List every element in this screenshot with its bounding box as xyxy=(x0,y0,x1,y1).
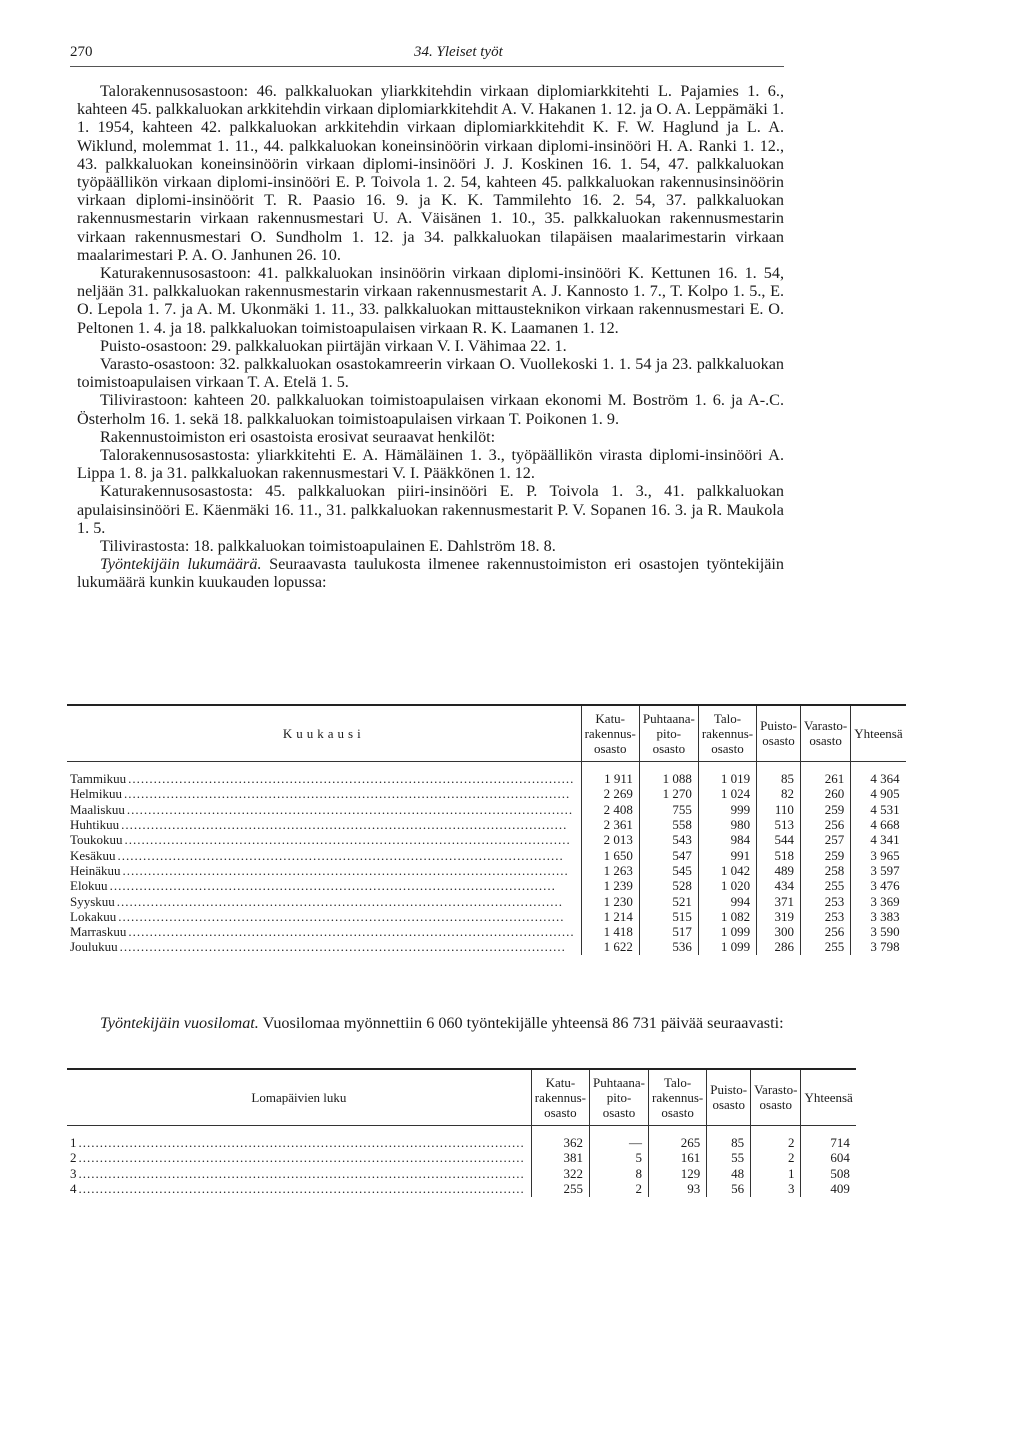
table-cell: 256 xyxy=(800,817,850,832)
paragraph: Talorakennusosastosta: yliarkkitehti E. A. Hämäläinen 1. 3., työpäällikön virasta diplomi-insinööri A. Lippa 1. 8. ja 31. palkkaluokan rakennusmestari V. I. Pääkkönen 1. 12. xyxy=(77,446,784,483)
table-row xyxy=(67,817,906,832)
row-label-text: Syyskuu xyxy=(70,893,115,909)
row-label xyxy=(67,1166,531,1181)
row-label xyxy=(67,833,581,848)
table-row xyxy=(67,909,906,924)
table-row xyxy=(67,1181,856,1196)
body-text xyxy=(77,82,784,592)
table-cell: 518 xyxy=(757,848,801,863)
table-cell: 256 xyxy=(800,924,850,939)
leader-dots xyxy=(123,864,575,878)
table-row xyxy=(67,940,906,955)
table-row xyxy=(67,894,906,909)
leader-dots xyxy=(79,1167,525,1181)
table-cell: 994 xyxy=(698,894,756,909)
leader-dots xyxy=(79,1136,525,1150)
table-cell: 93 xyxy=(649,1181,707,1196)
spacer-cell xyxy=(800,761,850,772)
table-cell: 980 xyxy=(698,817,756,832)
page-number: 270 xyxy=(70,44,93,60)
table-cell: 259 xyxy=(800,802,850,817)
leader-dots xyxy=(127,803,575,817)
col-header: Lomapäivien luku xyxy=(67,1069,531,1125)
table-cell: 1 024 xyxy=(698,787,756,802)
row-label xyxy=(67,787,581,802)
table-row xyxy=(67,863,906,878)
table-cell: 255 xyxy=(800,940,850,955)
leader-dots xyxy=(124,787,575,801)
table-cell: 1 650 xyxy=(581,848,639,863)
running-title: 34. Yleiset työt xyxy=(414,44,503,60)
table-row xyxy=(67,1166,856,1181)
spacer-cell xyxy=(698,761,756,772)
table-row xyxy=(67,879,906,894)
row-label-wrap xyxy=(70,787,575,801)
table-cell: 362 xyxy=(531,1136,589,1151)
table-row xyxy=(67,802,906,817)
col-header: Puhtaana- pito- osasto xyxy=(639,705,698,761)
table-row xyxy=(67,848,906,863)
table-cell: 1 911 xyxy=(581,772,639,787)
table-cell: 161 xyxy=(649,1151,707,1166)
holidays-paragraph xyxy=(77,1014,784,1032)
col-header: Talo- rakennus- osasto xyxy=(649,1069,707,1125)
header-rule xyxy=(70,66,784,67)
table-cell: 261 xyxy=(800,772,850,787)
table-row xyxy=(67,833,906,848)
spacer-cell xyxy=(531,1125,589,1136)
table-cell: 48 xyxy=(707,1166,751,1181)
table-cell: 4 668 xyxy=(851,817,906,832)
col-header: Katu- rakennus- osasto xyxy=(581,705,639,761)
table-cell: 1 622 xyxy=(581,940,639,955)
row-label-wrap xyxy=(70,849,575,863)
table-cell: 515 xyxy=(639,909,698,924)
holidays-lead: Työntekijäin vuosilomat. xyxy=(100,1014,259,1032)
workers-table xyxy=(67,704,906,955)
table-cell: 2 xyxy=(751,1136,801,1151)
row-label-text: Kesäkuu xyxy=(70,847,116,863)
table-cell: 984 xyxy=(698,833,756,848)
table-cell: 3 965 xyxy=(851,848,906,863)
table-cell: 3 369 xyxy=(851,894,906,909)
table-cell: 545 xyxy=(639,863,698,878)
spacer-cell xyxy=(707,1125,751,1136)
row-label xyxy=(67,909,581,924)
holidays-table-body xyxy=(67,1125,856,1197)
leader-dots xyxy=(79,1182,525,1196)
row-label-text: Toukokuu xyxy=(70,832,123,848)
table-cell: 56 xyxy=(707,1181,751,1196)
table-cell: 322 xyxy=(531,1166,589,1181)
row-label xyxy=(67,940,581,955)
row-label-wrap xyxy=(70,1167,525,1181)
table-cell: 489 xyxy=(757,863,801,878)
table-row xyxy=(67,772,906,787)
table-cell: 2 269 xyxy=(581,787,639,802)
table-cell: 434 xyxy=(757,879,801,894)
row-label-wrap xyxy=(70,879,575,893)
table-cell: 409 xyxy=(801,1181,856,1196)
spacer-cell xyxy=(67,761,581,772)
leader-dots xyxy=(118,910,574,924)
workers-table-body xyxy=(67,761,906,955)
paragraph: Varasto-osastoon: 32. palkkaluokan osastokamreerin virkaan O. Vuollekoski 1. 1. 54 ja 23. palkkaluokan toimistoapulaisen virkaan T. A. Etelä 1. 5. xyxy=(77,355,784,392)
row-label-text: Maaliskuu xyxy=(70,801,125,817)
col-header: Puhtaana- pito- osasto xyxy=(590,1069,649,1125)
table-cell: 2 361 xyxy=(581,817,639,832)
spacer-cell xyxy=(751,1125,801,1136)
table-cell: 1 239 xyxy=(581,879,639,894)
row-label-wrap xyxy=(70,1151,525,1165)
table-cell: 3 798 xyxy=(851,940,906,955)
paragraph: Katurakennusosastoon: 41. palkkaluokan insinöörin virkaan diplomi-insinööri K. Kettunen 16. 1. 54, neljään 31. palkkaluokan rakennusmestarin virkaan rakennusmestarit A. J. Kannosto 1. 7., T. Kolpo 1. 5., E. O. Lepola 1. 7. ja A. M. Ukonmäki 1. 11., 33. palkkaluokan mittausteknikon virkaan rakennusmestari E. O. Peltonen 1. 4. ja 18. palkkaluokan toimistoapulaisen virkaan R. K. Laamanen 1. 12. xyxy=(77,264,784,337)
table-cell: 85 xyxy=(707,1136,751,1151)
row-label xyxy=(67,848,581,863)
leader-dots xyxy=(121,818,574,832)
row-label-wrap xyxy=(70,864,575,878)
table-cell: 543 xyxy=(639,833,698,848)
row-label-wrap xyxy=(70,895,575,909)
table-cell: 3 476 xyxy=(851,879,906,894)
table-cell: 5 xyxy=(590,1151,649,1166)
row-label-text: 3 xyxy=(70,1165,77,1181)
table-cell: 536 xyxy=(639,940,698,955)
table-cell: 1 263 xyxy=(581,863,639,878)
leader-dots xyxy=(117,895,575,909)
row-label-text: 4 xyxy=(70,1181,77,1197)
table-cell: 517 xyxy=(639,924,698,939)
row-label-text: Heinäkuu xyxy=(70,862,121,878)
table-cell: 110 xyxy=(757,802,801,817)
table-cell: 2 013 xyxy=(581,833,639,848)
table-cell: 4 531 xyxy=(851,802,906,817)
col-header: Yhteensä xyxy=(851,705,906,761)
row-label xyxy=(67,1181,531,1196)
col-header: Puisto- osasto xyxy=(707,1069,751,1125)
table-cell: 521 xyxy=(639,894,698,909)
row-label-wrap xyxy=(70,772,575,786)
table-cell: 1 214 xyxy=(581,909,639,924)
table-cell: 260 xyxy=(800,787,850,802)
row-label-text: Elokuu xyxy=(70,878,108,894)
table-cell: — xyxy=(590,1136,649,1151)
col-header: Yhteensä xyxy=(801,1069,856,1125)
table-row xyxy=(67,787,906,802)
leader-dots xyxy=(118,849,575,863)
table-cell: 3 590 xyxy=(851,924,906,939)
row-label xyxy=(67,863,581,878)
table-cell: 991 xyxy=(698,848,756,863)
table-cell: 1 418 xyxy=(581,924,639,939)
table-cell: 255 xyxy=(800,879,850,894)
row-label xyxy=(67,802,581,817)
table-row xyxy=(67,924,906,939)
table-cell: 4 341 xyxy=(851,833,906,848)
table-cell: 1 088 xyxy=(639,772,698,787)
row-label-text: Helmikuu xyxy=(70,786,122,802)
table-cell: 1 099 xyxy=(698,940,756,955)
table-cell: 55 xyxy=(707,1151,751,1166)
paragraph: Tilivirastosta: 18. palkkaluokan toimistoapulainen E. Dahlström 18. 8. xyxy=(100,537,556,556)
row-label xyxy=(67,894,581,909)
row-label-text: Joulukuu xyxy=(70,939,118,955)
leader-dots xyxy=(128,925,574,939)
table-cell: 8 xyxy=(590,1166,649,1181)
row-label xyxy=(67,879,581,894)
table-cell: 265 xyxy=(649,1136,707,1151)
spacer-row xyxy=(67,1125,856,1136)
table-cell: 544 xyxy=(757,833,801,848)
paragraph: Puisto-osastoon: 29. palkkaluokan piirtäjän virkaan V. I. Vähimaa 22. 1. xyxy=(100,336,567,355)
table-cell: 259 xyxy=(800,848,850,863)
table-cell: 4 905 xyxy=(851,787,906,802)
table-cell: 255 xyxy=(531,1181,589,1196)
col-header: Talo- rakennus- osasto xyxy=(698,705,756,761)
table-cell: 4 364 xyxy=(851,772,906,787)
holidays-text-body: Vuosilomaa myönnettiin 6 060 työntekijälle yhteensä 86 731 päivää seuraavasti: xyxy=(258,1014,784,1032)
table-cell: 253 xyxy=(800,909,850,924)
leader-dots xyxy=(120,940,575,954)
spacer-cell xyxy=(639,761,698,772)
row-label-wrap xyxy=(70,940,575,954)
row-label-wrap xyxy=(70,1136,525,1150)
table-cell: 257 xyxy=(800,833,850,848)
row-label-text: 2 xyxy=(70,1150,77,1166)
table-cell: 528 xyxy=(639,879,698,894)
leader-dots xyxy=(125,833,575,847)
paragraph: Talorakennusosastoon: 46. palkkaluokan yliarkkitehdin virkaan diplomiarkkitehti L. Pajamies 1. 6., kahteen 45. palkkaluokan arkkitehdin virkaan diplomiarkkitehdit A. V. Hakanen 1. 12. ja O. A. Leppämäki 1. 1. 1954, kahteen 42. palkkaluokan arkkitehdin virkaan diplomiarkkitehdit K. F. W. Haglund ja L. A. Wiklund, molemmat 1. 11., 44. palkkaluokan koneinsinöörin virkaan diplomi-insinööri H. A. Ranki 1. 12., 43. palkkaluokan koneinsinöörin virkaan diplomi-insinööri J. J. Koskinen 16. 1. 54, 47. palkkaluokan työpäällikön virkaan diplomi-insinööri E. P. Toivola 1. 2. 54, kahteen 45. palkkaluokan rakennusinsinöörin virkaan diplomi-insinöörit T. R. Paasio 16. 9. ja K. K. Tammilehto 16. 2. 54, 37. palkkaluokan rakennusmestarin virkaan rakennusmestari U. A. Väisänen 1. 10., 35. palkkaluokan rakennusmestarin virkaan rakennusmestari O. Sundholm 1. 12. ja 34. palkkaluokan tilapäisen maalarimestarin virkaan maalarimestari P. A. O. Janhunen 26. 10. xyxy=(77,82,784,264)
table-cell: 1 082 xyxy=(698,909,756,924)
row-label-text: Lokakuu xyxy=(70,908,117,924)
table-cell: 1 270 xyxy=(639,787,698,802)
row-label-wrap xyxy=(70,1182,525,1196)
table-cell: 2 xyxy=(590,1181,649,1196)
row-label xyxy=(67,1136,531,1151)
row-label-wrap xyxy=(70,818,575,832)
spacer-row xyxy=(67,761,906,772)
table-cell: 1 019 xyxy=(698,772,756,787)
table-cell: 604 xyxy=(801,1151,856,1166)
table-row xyxy=(67,1151,856,1166)
col-header: Varasto- osasto xyxy=(751,1069,801,1125)
table-cell: 3 xyxy=(751,1181,801,1196)
row-label-wrap xyxy=(70,925,575,939)
holidays-text xyxy=(77,1014,784,1032)
workers-lead: Työntekijäin lukumäärä. xyxy=(100,555,262,574)
table-cell: 2 408 xyxy=(581,802,639,817)
row-label-text: Huhtikuu xyxy=(70,817,120,833)
workers-paragraph xyxy=(77,555,784,591)
spacer-cell xyxy=(581,761,639,772)
leader-dots xyxy=(79,1151,525,1165)
col-header: Varasto- osasto xyxy=(800,705,850,761)
table-cell: 999 xyxy=(698,802,756,817)
row-label-wrap xyxy=(70,910,575,924)
row-label-text: Marraskuu xyxy=(70,924,127,940)
holidays-table xyxy=(67,1068,856,1197)
table-row xyxy=(67,1136,856,1151)
workers-text: Seuraavasta taulukosta ilmenee rakennustoimiston eri osastojen työntekijäin lukumäärä kunkin kuukauden lopussa: xyxy=(77,555,784,592)
row-label xyxy=(67,924,581,939)
table-cell: 85 xyxy=(757,772,801,787)
paragraph: Rakennustoimiston eri osastoista erosivat seuraavat henkilöt: xyxy=(100,427,496,446)
col-header: Kuukausi xyxy=(67,705,581,761)
table-cell: 508 xyxy=(801,1166,856,1181)
table-cell: 547 xyxy=(639,848,698,863)
spacer-cell xyxy=(757,761,801,772)
row-label-wrap xyxy=(70,833,575,847)
table-cell: 286 xyxy=(757,940,801,955)
col-header: Katu- rakennus- osasto xyxy=(531,1069,589,1125)
table-cell: 381 xyxy=(531,1151,589,1166)
table-cell: 1 xyxy=(751,1166,801,1181)
paragraph: Tilivirastoon: kahteen 20. palkkaluokan toimistoapulaisen virkaan ekonomi M. Boström 1. 6. ja A-.C. Österholm 16. 1. sekä 18. palkkaluokan toimistoapulaisen virkaan T. Poikonen 1. 9. xyxy=(77,391,784,428)
table-cell: 253 xyxy=(800,894,850,909)
table-cell: 2 xyxy=(751,1151,801,1166)
spacer-cell xyxy=(590,1125,649,1136)
table-cell: 3 383 xyxy=(851,909,906,924)
page-header xyxy=(70,44,784,70)
table-cell: 513 xyxy=(757,817,801,832)
spacer-cell xyxy=(67,1125,531,1136)
paragraph: Katurakennusosastosta: 45. palkkaluokan piiri-insinööri E. P. Toivola 1. 3., 41. palkkaluokan apulaisinsinööri E. Käenmäki 16. 11., 31. palkkaluokan rakennusmestarit P. V. Sopanen 16. 3. ja R. Maukola 1. 5. xyxy=(77,482,784,537)
spacer-cell xyxy=(851,761,906,772)
row-label xyxy=(67,817,581,832)
table-cell: 714 xyxy=(801,1136,856,1151)
row-label xyxy=(67,772,581,787)
table-cell: 129 xyxy=(649,1166,707,1181)
table-cell: 1 042 xyxy=(698,863,756,878)
table-cell: 3 597 xyxy=(851,863,906,878)
row-label-text: Tammikuu xyxy=(70,771,127,787)
leader-dots xyxy=(128,772,574,786)
table-cell: 1 230 xyxy=(581,894,639,909)
row-label-text: 1 xyxy=(70,1135,77,1151)
table-cell: 371 xyxy=(757,894,801,909)
spacer-cell xyxy=(801,1125,856,1136)
col-header: Puisto- osasto xyxy=(757,705,801,761)
table-cell: 300 xyxy=(757,924,801,939)
row-label-wrap xyxy=(70,803,575,817)
row-label xyxy=(67,1151,531,1166)
table-cell: 82 xyxy=(757,787,801,802)
table-cell: 558 xyxy=(639,817,698,832)
table-cell: 1 020 xyxy=(698,879,756,894)
table-cell: 1 099 xyxy=(698,924,756,939)
table-cell: 755 xyxy=(639,802,698,817)
spacer-cell xyxy=(649,1125,707,1136)
table-cell: 319 xyxy=(757,909,801,924)
table-cell: 258 xyxy=(800,863,850,878)
leader-dots xyxy=(110,879,575,893)
